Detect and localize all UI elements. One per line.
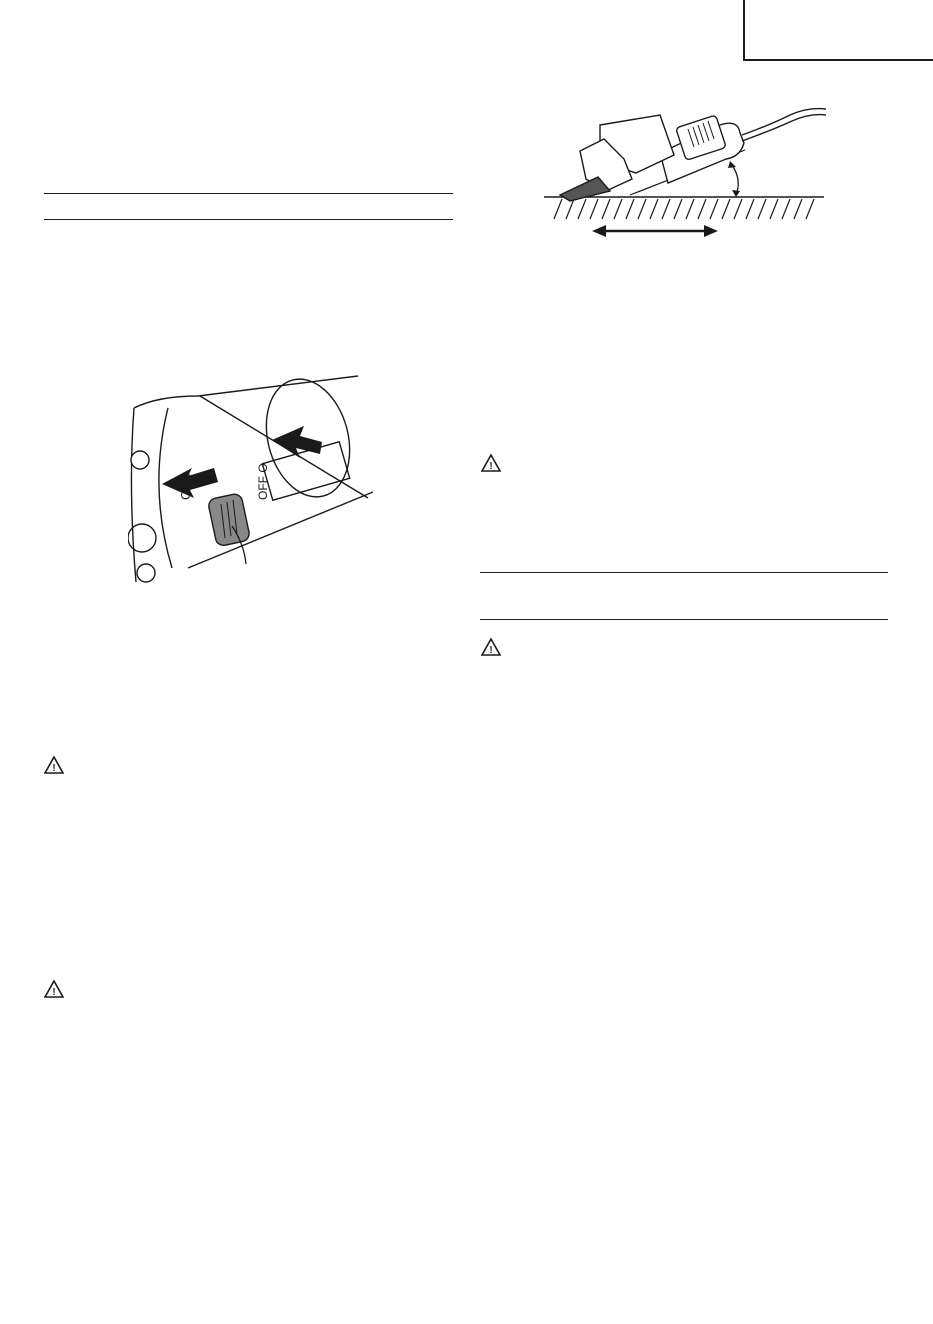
warning-mark: !	[489, 645, 493, 656]
switch-on-label	[178, 473, 193, 500]
switch-on-symbol: I	[178, 473, 193, 477]
warning-mark: !	[52, 763, 56, 774]
switch-off-label	[256, 463, 270, 500]
grinder-angle-figure	[540, 95, 830, 245]
section-rule-bottom-right	[480, 619, 888, 620]
language-tab-box	[743, 0, 933, 61]
section-rule-bottom	[44, 219, 453, 220]
warning-icon	[481, 638, 501, 656]
section-rule-top	[44, 193, 453, 194]
switch-figure	[128, 368, 373, 590]
warning-icon	[481, 454, 501, 472]
section-rule-top-right	[480, 572, 888, 573]
switch-on-text: ON	[178, 480, 193, 500]
switch-off-text: OFF	[256, 476, 270, 500]
switch-off-symbol: O	[256, 463, 270, 473]
warning-mark: !	[489, 461, 493, 472]
warning-icon	[44, 980, 64, 998]
warning-icon	[44, 756, 64, 774]
warning-mark: !	[52, 987, 56, 998]
